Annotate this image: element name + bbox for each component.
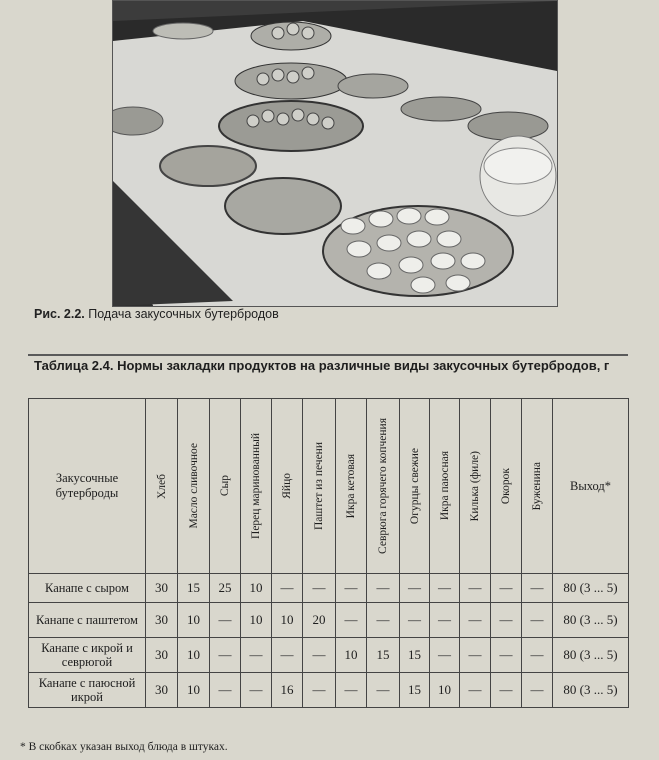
column-header: Яйцо [272,399,303,574]
cell: — [336,603,367,638]
cell: — [367,603,400,638]
cell: — [272,574,303,603]
column-header: Паштет из печени [303,399,336,574]
cell: 15 [178,574,210,603]
cell: 10 [336,638,367,673]
row-name: Канапе с икрой и севрюгой [29,638,146,673]
cell: — [336,673,367,708]
cell: — [303,574,336,603]
row-name: Канапе с паюсной икрой [29,673,146,708]
table-row [29,574,629,603]
header-row [29,399,629,574]
cell: 30 [146,574,178,603]
cell: — [210,603,241,638]
cell: — [522,574,553,603]
column-header: Огурцы свежие [400,399,430,574]
column-header: Хлеб [146,399,178,574]
column-header: Сыр [210,399,241,574]
cell: — [491,638,522,673]
cell: 10 [178,673,210,708]
exit-header: Выход* [553,399,629,574]
cell: 10 [272,603,303,638]
cell: 10 [241,603,272,638]
column-header: Икра кетовая [336,399,367,574]
cell: 25 [210,574,241,603]
cell: — [367,673,400,708]
cell: — [522,638,553,673]
corner-header: Закусочные бутерброды [29,399,146,574]
exit-cell: 80 (3 ... 5) [553,673,629,708]
cell: 30 [146,603,178,638]
exit-cell: 80 (3 ... 5) [553,574,629,603]
cell: — [491,603,522,638]
cell: 30 [146,673,178,708]
table-row [29,603,629,638]
norms-table [28,398,629,708]
row-name: Канапе с паштетом [29,603,146,638]
section-divider [28,354,628,356]
cell: — [241,638,272,673]
exit-cell: 80 (3 ... 5) [553,603,629,638]
column-header: Икра паюсная [430,399,460,574]
cell: — [400,603,430,638]
cell: — [303,673,336,708]
cell: — [522,603,553,638]
cell: — [400,574,430,603]
column-header: Окорок [491,399,522,574]
cell: 10 [241,574,272,603]
cell: 15 [367,638,400,673]
row-name: Канапе с сыром [29,574,146,603]
cell: — [241,673,272,708]
table-row [29,673,629,708]
figure-caption-label: Рис. 2.2. [34,307,85,321]
cell: — [522,673,553,708]
cell: — [210,638,241,673]
cell: 16 [272,673,303,708]
table-row [29,638,629,673]
cell: — [430,638,460,673]
cell: 10 [430,673,460,708]
cell: — [303,638,336,673]
buffet-photo [112,0,558,307]
cell: — [430,574,460,603]
cell: — [430,603,460,638]
cell: — [460,603,491,638]
cell: — [210,673,241,708]
column-header: Севрюга горячего копчения [367,399,400,574]
cell: — [491,574,522,603]
figure-caption [34,307,279,321]
column-header: Перец маринованный [241,399,272,574]
cell: 15 [400,673,430,708]
column-header: Масло сливочное [178,399,210,574]
cell: 20 [303,603,336,638]
cell: — [460,638,491,673]
column-header: Килька (филе) [460,399,491,574]
cell: — [460,673,491,708]
cell: — [336,574,367,603]
figure-caption-text: Подача закусочных бутербродов [88,307,279,321]
cell: 10 [178,603,210,638]
cell: — [460,574,491,603]
exit-cell: 80 (3 ... 5) [553,638,629,673]
cell: 30 [146,638,178,673]
cell: — [491,673,522,708]
cell: — [272,638,303,673]
cell: — [367,574,400,603]
cell: 15 [400,638,430,673]
footnote: * В скобках указан выход блюда в штуках. [20,741,228,753]
column-header: Буженина [522,399,553,574]
table-title: Таблица 2.4. Нормы закладки продуктов на различные виды закусочных бутербродов, г [34,358,610,373]
cell: 10 [178,638,210,673]
